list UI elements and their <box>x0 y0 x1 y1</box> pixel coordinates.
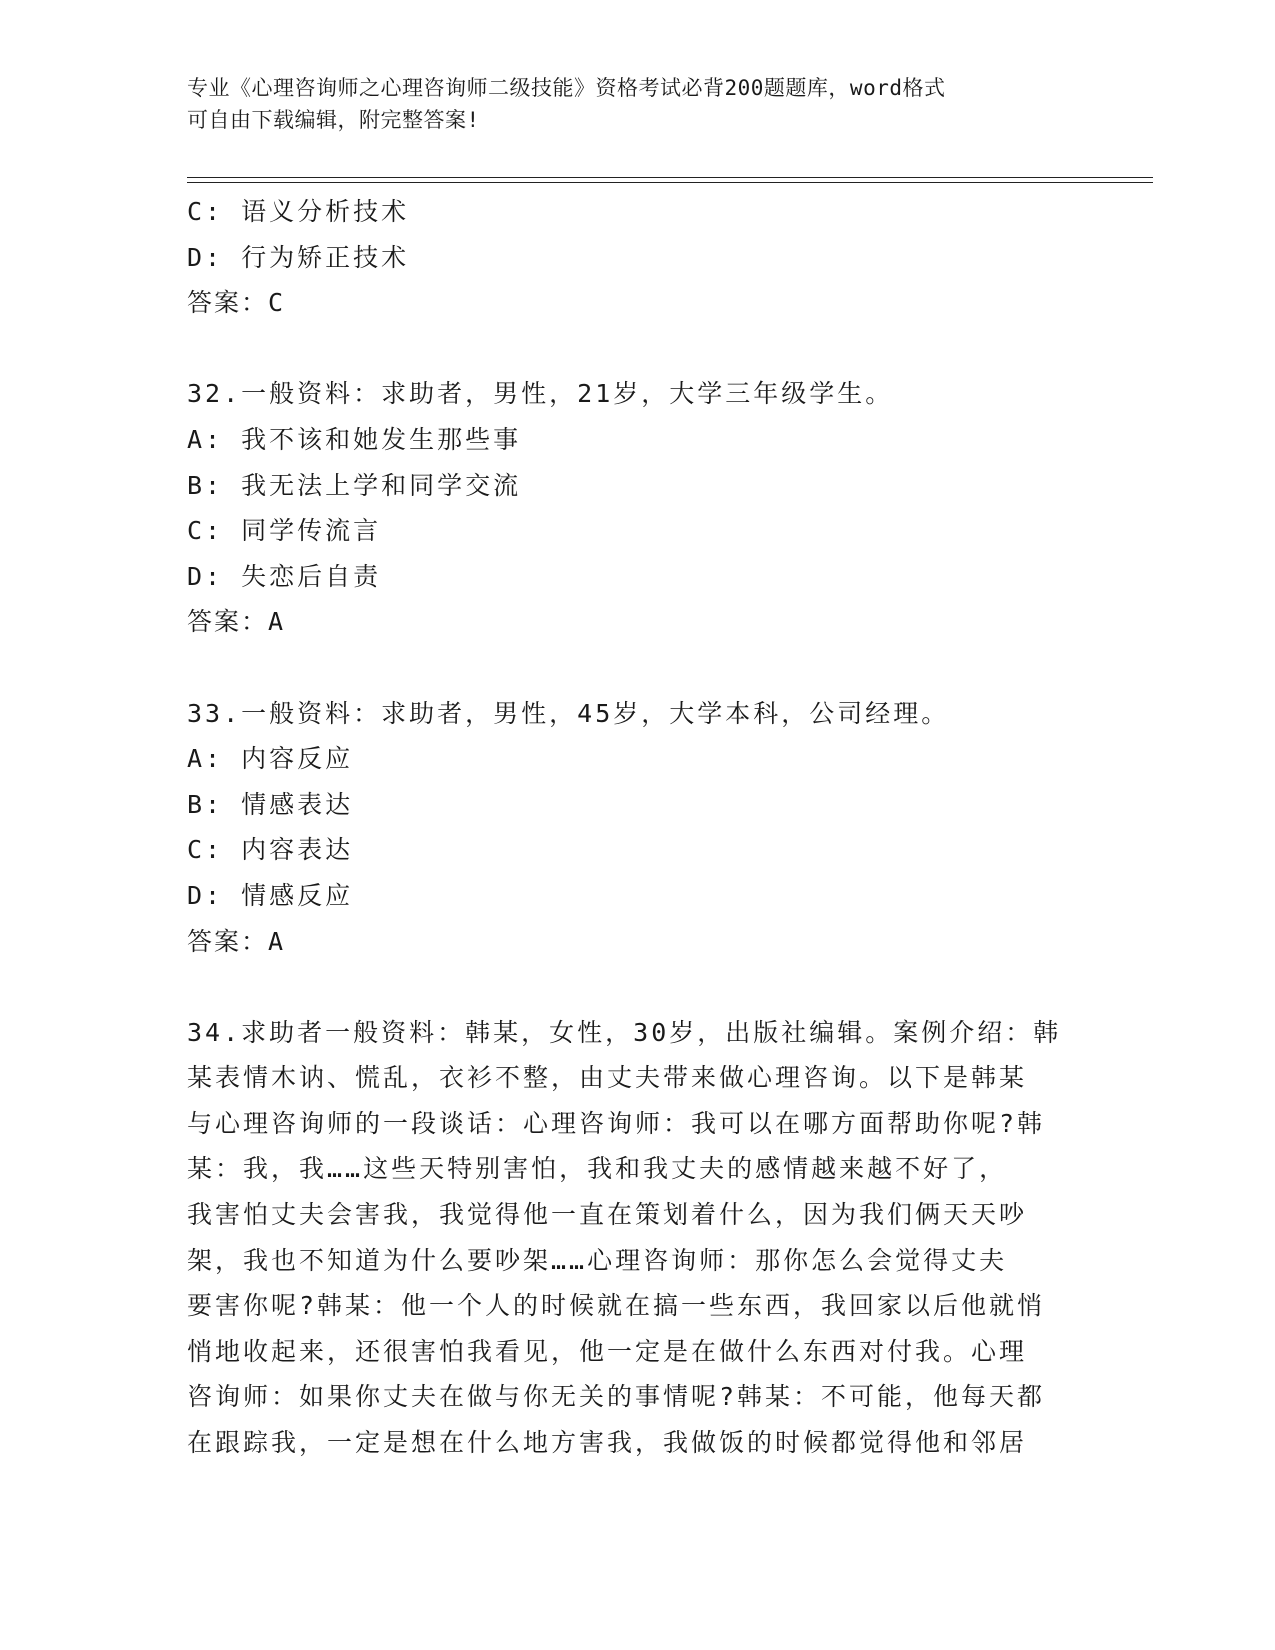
question-text-line: 要害你呢?韩某：他一个人的时候就在搞一些东西，我回家以后他就悄 <box>187 1291 1046 1321</box>
question-text-line: 34.求助者一般资料：韩某，女性，30岁，出版社编辑。案例介绍：韩 <box>187 1017 1062 1047</box>
spacer <box>187 645 1087 691</box>
question-text-line: 悄地收起来，还很害怕我看见，他一定是在做什么东西对付我。心理 <box>187 1336 1028 1366</box>
question-text-line: 某：我，我……这些天特别害怕，我和我丈夫的感情越来越不好了， <box>187 1154 1008 1184</box>
question-text-line: 与心理咨询师的一段谈话：心理咨询师：我可以在哪方面帮助你呢?韩 <box>187 1108 1046 1138</box>
question-text-line: 在跟踪我，一定是想在什么地方害我，我做饭的时候都觉得他和邻居 <box>187 1428 1028 1458</box>
answer-line: 答案：C <box>187 288 286 318</box>
answer-line: 答案：A <box>187 926 286 956</box>
option-d: D: 行为矫正技术 <box>187 242 410 272</box>
option-a: A: 内容反应 <box>187 744 354 774</box>
question-text-line: 某表情木讷、慌乱，衣衫不整，由丈夫带来做心理咨询。以下是韩某 <box>187 1063 1028 1093</box>
question-stem: 32.一般资料：求助者，男性，21岁，大学三年级学生。 <box>187 379 894 409</box>
option-b: B: 情感表达 <box>187 789 354 819</box>
header-rule-bottom <box>187 182 1153 183</box>
question-text-line: 我害怕丈夫会害我，我觉得他一直在策划着什么，因为我们俩天天吵 <box>187 1200 1028 1230</box>
document-header <box>187 72 1067 136</box>
question-text-line: 咨询师：如果你丈夫在做与你无关的事情呢?韩某：不可能，他每天都 <box>187 1382 1046 1412</box>
option-c: C: 语义分析技术 <box>187 197 410 226</box>
question-34 <box>187 1010 1087 1466</box>
question-33 <box>187 691 1087 965</box>
header-rule-top <box>187 177 1153 178</box>
answer-line: 答案：A <box>187 607 286 637</box>
option-c: C: 同学传流言 <box>187 516 382 546</box>
header-line-2: 可自由下载编辑，附完整答案! <box>187 108 480 132</box>
previous-question-tail <box>187 189 1087 326</box>
spacer <box>187 964 1087 1010</box>
option-d: D: 失恋后自责 <box>187 561 382 591</box>
spacer <box>187 326 1087 372</box>
option-b: B: 我无法上学和同学交流 <box>187 470 522 500</box>
document-body <box>187 189 1087 1466</box>
question-stem: 33.一般资料：求助者，男性，45岁，大学本科，公司经理。 <box>187 698 950 728</box>
question-32 <box>187 371 1087 645</box>
option-d: D: 情感反应 <box>187 880 354 910</box>
option-a: A: 我不该和她发生那些事 <box>187 424 522 454</box>
option-c: C: 内容表达 <box>187 835 354 865</box>
question-text-line: 架，我也不知道为什么要吵架……心理咨询师：那你怎么会觉得丈夫 <box>187 1245 1008 1275</box>
header-line-1: 专业《心理咨询师之心理咨询师二级技能》资格考试必背200题题库，word格式 <box>187 76 946 100</box>
